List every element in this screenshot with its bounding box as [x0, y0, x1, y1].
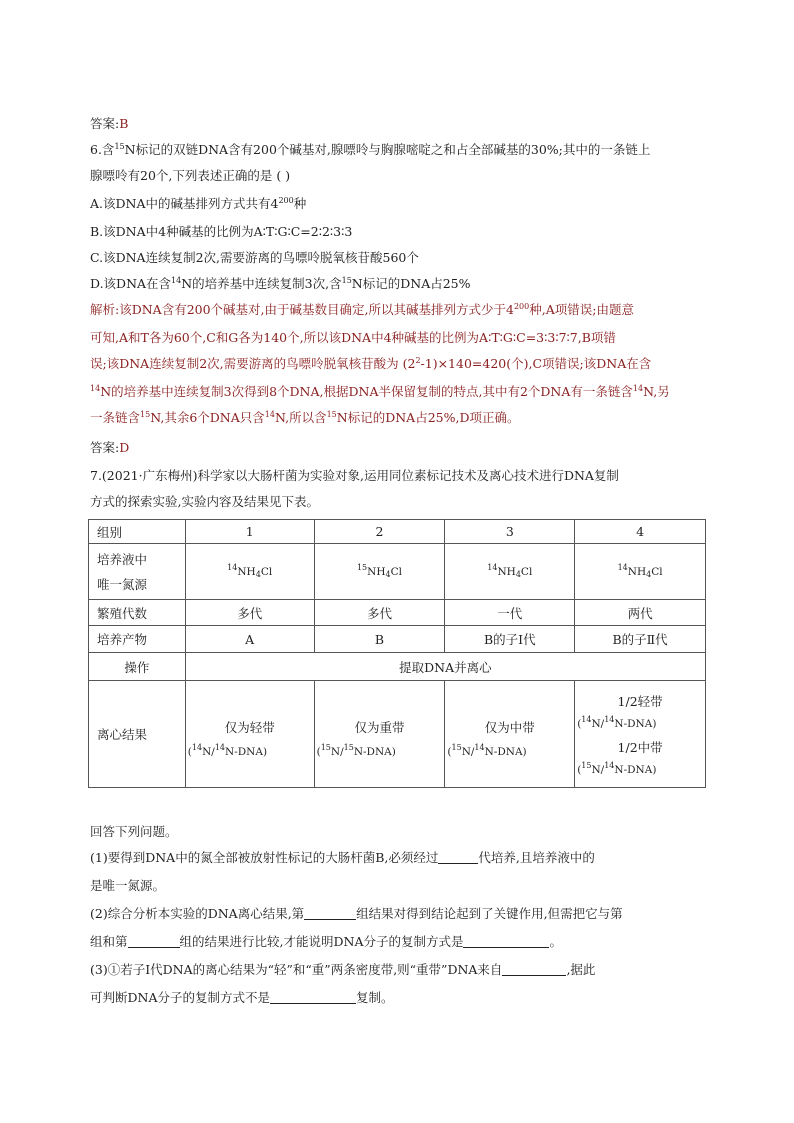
answer-value: D [119, 440, 130, 455]
table-cell: 仅为重带 ($^{15}$N/$^{15}$N-DNA) [314, 681, 445, 788]
answer-label: 答案: [90, 440, 120, 455]
answer-value: B [119, 116, 129, 131]
table-row-operation [89, 653, 706, 681]
table-row-product [89, 626, 706, 653]
experiment-table [88, 519, 706, 788]
table-cell: $^{14}NH_4Cl$ [185, 544, 314, 600]
answer-blank[interactable] [304, 906, 356, 920]
table-row-medium [89, 544, 706, 600]
table-cell: 1 [185, 520, 314, 544]
table-cell: 繁殖代数 [89, 600, 186, 626]
q6-stem-line2: 腺嘌呤有20个,下列表述正确的是 ( ) [90, 168, 291, 183]
table-row-generations [89, 600, 706, 626]
q7-stem-line1: 7.(2021·广东梅州)科学家以大肠杆菌为实验对象,运用同位素标记技术及离心技术进行DNA复制 [90, 468, 619, 483]
question-3-line1: (3)①若子Ⅰ代DNA的离心结果为“轻”和“重”两条密度带,则“重带”DNA来自 ,据此 [90, 962, 596, 977]
table-cell-merged: 提取DNA并离心 [185, 653, 705, 681]
analysis-line4: $^{14}$N的培养基中连续复制3次得到8个DNA,根据DNA半保留复制的特点,其中有2个DNA有一条链含$^{14}$N,另 [90, 384, 670, 399]
table-cell: B的子Ⅰ代 [445, 626, 575, 653]
question-3-line2: 可判断DNA分子的复制方式不是 复制。 [90, 990, 394, 1005]
analysis-line2: 可知,A和T各为60个,C和G各为140个,所以该DNA中4种碱基的比例为A∶T∶G∶C=3∶3∶7∶7,B项错 [90, 330, 616, 345]
answer-blank[interactable] [438, 850, 478, 864]
table-cell: B的子Ⅱ代 [575, 626, 706, 653]
table-cell: 仅为轻带 ($^{14}$N/$^{14}$N-DNA) [185, 681, 314, 788]
table-row-result [89, 681, 706, 788]
table-cell: 一代 [445, 600, 575, 626]
question-1-line2: 是唯一氮源。 [90, 878, 166, 893]
questions-intro: 回答下列问题。 [90, 824, 178, 839]
table-cell: 仅为中带 ($^{15}$N/$^{14}$N-DNA) [445, 681, 575, 788]
analysis-line5: 一条链含$^{15}$N,其余6个DNA只含$^{14}$N,所以含$^{15}$N标记的DNA占25%,D项正确。 [90, 410, 520, 425]
table-cell: 组别 [89, 520, 186, 544]
table-cell: 多代 [314, 600, 445, 626]
table-cell: 离心结果 [89, 681, 186, 788]
answer-blank[interactable] [463, 934, 549, 948]
table-cell: 多代 [185, 600, 314, 626]
table-cell: 两代 [575, 600, 706, 626]
q6-option-c: C.该DNA连续复制2次,需要游离的鸟嘌呤脱氧核苷酸560个 [90, 250, 419, 265]
table-cell: 3 [445, 520, 575, 544]
q7-stem-line2: 方式的探索实验,实验内容及结果见下表。 [90, 494, 319, 509]
q6-option-d: D.该DNA在含$^{14}$N的培养基中连续复制3次,含$^{15}$N标记的DNA占25% [90, 276, 471, 291]
table-cell: 培养液中 唯一氮源 [89, 544, 186, 600]
answer-line-2 [90, 440, 129, 456]
table-cell: $^{14}NH_4Cl$ [575, 544, 706, 600]
table-cell: $^{15}NH_4Cl$ [314, 544, 445, 600]
answer-blank[interactable] [128, 934, 180, 948]
analysis-line1: 解析:该DNA含有200个碱基对,由于碱基数目确定,所以其碱基排列方式少于$4^{200}$种,A项错误;由题意 [90, 302, 634, 317]
q6-option-a: A.该DNA中的碱基排列方式共有$4^{200}$种 [90, 196, 307, 211]
table-cell: $^{14}NH_4Cl$ [445, 544, 575, 600]
question-2-line1: (2)综合分析本实验的DNA离心结果,第 组结果对得到结论起到了关键作用,但需把它与第 [90, 906, 623, 921]
q6-option-b: B.该DNA中4种碱基的比例为A∶T∶G∶C=2∶2∶3∶3 [90, 224, 353, 239]
table-cell: 1/2轻带 ($^{14}$N/$^{14}$N-DNA) 1/2中带 ($^{15}$N/$^{14}$N-DNA) [575, 681, 706, 788]
answer-blank[interactable] [502, 962, 566, 976]
table-cell: 2 [314, 520, 445, 544]
table-cell: 4 [575, 520, 706, 544]
table-cell: 培养产物 [89, 626, 186, 653]
question-1-line1: (1)要得到DNA中的氮全部被放射性标记的大肠杆菌B,必须经过 代培养,且培养液中的 [90, 850, 595, 865]
table-cell: B [314, 626, 445, 653]
answer-line-1 [90, 116, 128, 132]
table-cell: A [185, 626, 314, 653]
q6-stem-line1: 6.含$^{15}$N标记的双链DNA含有200个碱基对,腺嘌呤与胸腺嘧啶之和占全部碱基的30%;其中的一条链上 [90, 142, 651, 157]
table-cell: 操作 [89, 653, 186, 681]
table-row-header [89, 520, 706, 544]
question-2-line2: 组和第 组的结果进行比较,才能说明DNA分子的复制方式是 。 [90, 934, 562, 949]
analysis-line3: 误;该DNA连续复制2次,需要游离的鸟嘌呤脱氧核苷酸为 $(2^2-1)\times 140=420$(个),C项错误;该DNA在含 [90, 356, 652, 371]
answer-blank[interactable] [270, 990, 356, 1004]
answer-label: 答案: [90, 116, 120, 131]
